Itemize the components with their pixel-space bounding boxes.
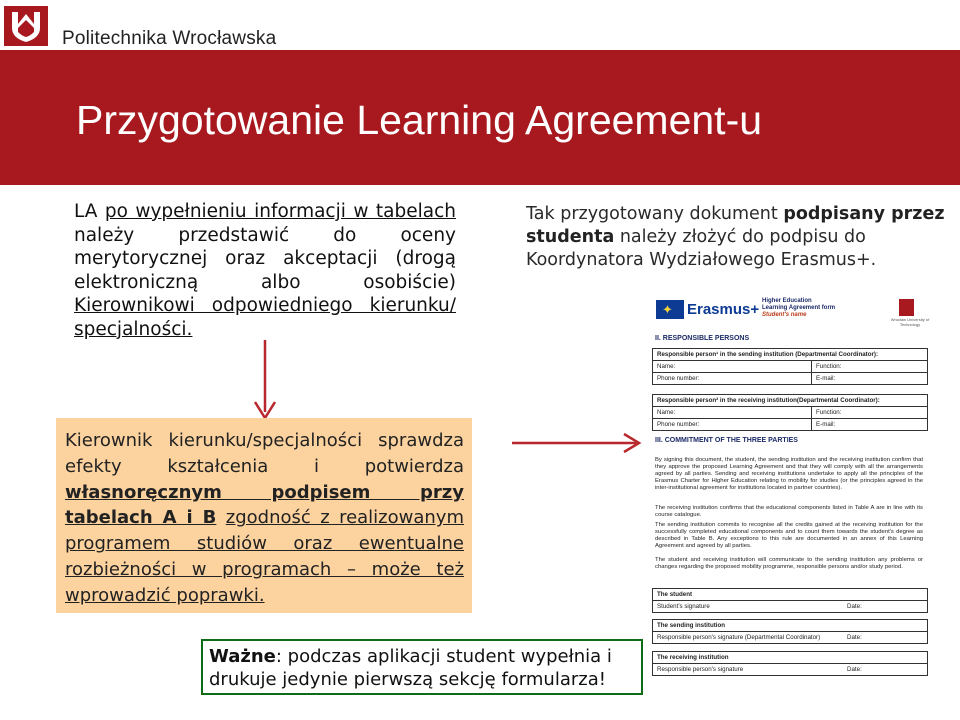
sending-signature-label: Responsible person's signature (Departmental Coordinator) (657, 634, 821, 641)
la-paragraph (74, 200, 456, 341)
right-arrow-icon (512, 431, 642, 455)
form-title-line3: Student's name (762, 312, 807, 318)
logo-bar (0, 0, 960, 50)
ready-part1: Tak przygotowany dokument (526, 204, 784, 224)
la-prefix: LA (74, 201, 105, 222)
table-row (653, 419, 927, 430)
table-row (653, 407, 927, 419)
student-signature-label: Student's signature (657, 603, 710, 610)
receiving-signature-date: Date: (847, 666, 862, 673)
sending-signature-box (652, 619, 928, 644)
sending-name-label: Name: (657, 363, 676, 370)
learning-agreement-form-image (646, 294, 928, 720)
commitment-paragraph-1: By signing this document, the student, the sending institution and the receiving institution confirm that they approve the proposed Learning Agreement and that they will comply with all the arrangements agreed by all parties. Sending and receiving institutions undertake to apply all the principles of the Erasmus Charter for Higher Education relating to mobility for studies (or the principles agreed in the inter-institutional agreement for institutions located in partner countries). (655, 457, 923, 491)
important-text: : podczas aplikacji student wypełnia i drukuje jedynie pierwszą sekcję formularza! (209, 646, 612, 690)
sending-email-label: E-mail: (811, 373, 927, 384)
student-signature-box (652, 588, 928, 613)
ready-part2: należy złożyć do podpisu do Koordynatora Wydziałowego Erasmus+. (526, 227, 877, 270)
la-underlined-2: Kierownikowi odpowiedniego kierunku/ specjalności. (74, 295, 456, 340)
important-label: Ważne (209, 646, 276, 667)
kierownik-bold-underlined: własnoręcznym podpisem przy tabelach A i B (65, 481, 464, 529)
pwr-mini-text: Wrocław University of Technology (890, 317, 930, 327)
kierownik-part1: Kierownik kierunku/specjalności sprawdza efekty kształcenia i potwierdza (65, 430, 464, 477)
sending-signature-date: Date: (847, 634, 862, 641)
kierownik-box (56, 418, 472, 613)
kierownik-underlined: zgodność z realizowanym programem studiów oraz ewentualne rozbieżności w programach – może też wprowadzić poprawki. (65, 507, 464, 606)
kierownik-space (216, 507, 225, 528)
receiving-name-label: Name: (657, 409, 676, 416)
la-underlined: po wypełnieniu informacji w tabelach (104, 201, 456, 222)
ready-paragraph (526, 203, 946, 272)
receiving-responsible-table (652, 394, 928, 431)
important-note (201, 639, 643, 695)
form-title-line2: Learning Agreement form (762, 305, 836, 311)
student-signature-title: The student (653, 589, 927, 601)
erasmus-logo-text: Erasmus+ (687, 301, 760, 318)
la-middle: należy przedstawić do oceny merytorycznej oraz akceptacji (drogą elektroniczną albo osobiście) (74, 224, 456, 293)
sending-signature-title: The sending institution (653, 620, 927, 632)
sending-function-label: Function: (811, 361, 927, 372)
receiving-signature-title: The receiving institution (653, 652, 927, 664)
slide-title: Przygotowanie Learning Agreement-u (76, 97, 763, 143)
receiving-function-label: Function: (811, 407, 927, 418)
form-title-line1: Higher Education (762, 298, 812, 304)
commitment-paragraph-2: The receiving institution confirms that the educational components listed in Table A are in line with its course catalogue. (655, 505, 923, 518)
receiving-phone-label: Phone number: (657, 421, 700, 428)
table-row (653, 373, 927, 384)
sending-table-heading: Responsible person¹ in the sending institution (Departmental Coordinator): (653, 349, 927, 361)
receiving-table-heading: Responsible person² in the receiving institution(Departmental Coordinator): (653, 395, 927, 407)
sending-phone-label: Phone number: (657, 375, 700, 382)
pwr-mini-logo-icon (899, 299, 914, 316)
commitment-paragraph-4: The student and receiving institution will communicate to the sending institution any problems or changes regarding the proposed mobility programme, responsible persons and/or study period. (655, 557, 923, 570)
form-title (762, 298, 835, 319)
section-2-heading: II. RESPONSIBLE PERSONS (655, 335, 750, 342)
university-logo-icon (4, 6, 48, 46)
receiving-signature-box (652, 651, 928, 676)
student-signature-date: Date: (847, 603, 862, 610)
eu-flag-icon: ✦ (656, 300, 684, 319)
section-3-heading: III. COMMITMENT OF THE THREE PARTIES (655, 437, 798, 444)
table-row (653, 361, 927, 373)
receiving-email-label: E-mail: (811, 419, 927, 430)
down-arrow-icon (253, 340, 277, 422)
receiving-signature-label: Responsible person's signature (657, 666, 744, 673)
ready-bold: podpisany przez studenta (526, 204, 945, 247)
university-name: Politechnika Wrocławska (62, 28, 277, 49)
sending-responsible-table (652, 348, 928, 385)
commitment-paragraph-3: The sending institution commits to recognise all the credits gained at the receiving institution for the successfully completed educational components and to count them towards the student's degree as described in Table B. Any exceptions to this rule are documented in an annex of this Learning Agreement and agreed by all parties. (655, 522, 923, 549)
